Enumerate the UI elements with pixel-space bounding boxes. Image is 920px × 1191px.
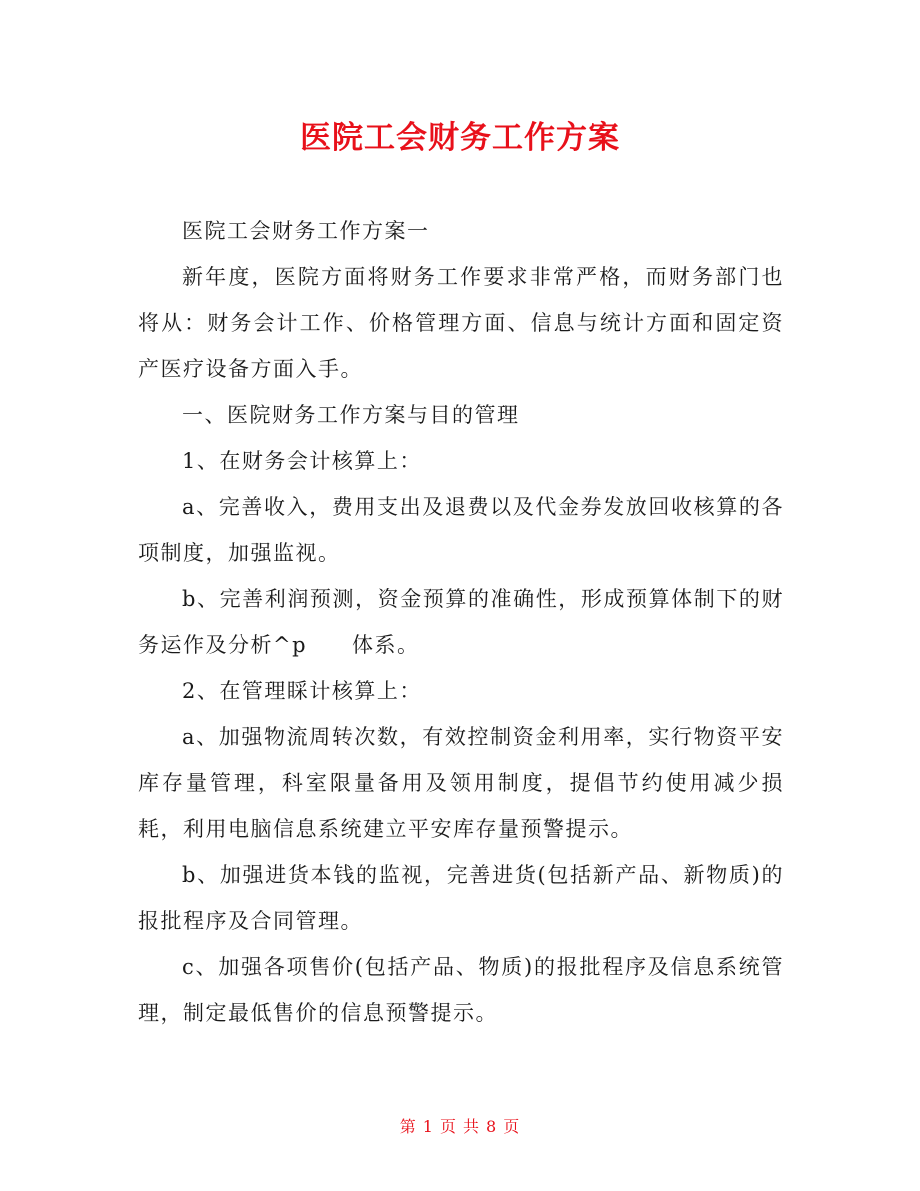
footer-current-page: 1 [422,1117,434,1136]
paragraph-heading: 医院工会财务工作方案一 [182,219,430,243]
page-footer [0,1114,920,1137]
footer-prefix: 第 [399,1117,417,1136]
section-heading: 一、医院财务工作方案与目的管理 [182,403,520,427]
list-item: a、完善收入，费用支出及退费以及代金券发放回收核算的各项制度，加强监视。 [138,495,784,565]
paragraph: 新年度，医院方面将财务工作要求非常严格，而财务部门也将从：财务会计工作、价格管理方面、信息与统计方面和固定资产医疗设备方面入手。 [138,265,784,381]
subsection-heading: 1、在财务会计核算上： [182,449,422,473]
footer-suffix: 页 [503,1117,521,1136]
list-item: c、加强各项售价(包括产品、物质)的报批程序及信息系统管理，制定最低售价的信息预警提示。 [138,955,784,1025]
document-title: 医院工会财务工作方案 [300,120,620,156]
list-item: b、完善利润预测，资金预算的准确性，形成预算体制下的财务运作及分析^p 体系。 [138,587,784,657]
document-body [138,208,784,1036]
list-item: b、加强进货本钱的监视，完善进货(包括新产品、新物质)的报批程序及合同管理。 [138,863,784,933]
footer-total-pages: 8 [486,1117,498,1136]
list-item: a、加强物流周转次数，有效控制资金利用率，实行物资平安库存量管理，科室限量备用及领用制度，提倡节约使用减少损耗，利用电脑信息系统建立平安库存量预警提示。 [138,725,784,841]
subsection-heading: 2、在管理睬计核算上： [182,679,422,703]
footer-middle: 页 共 [439,1117,481,1136]
